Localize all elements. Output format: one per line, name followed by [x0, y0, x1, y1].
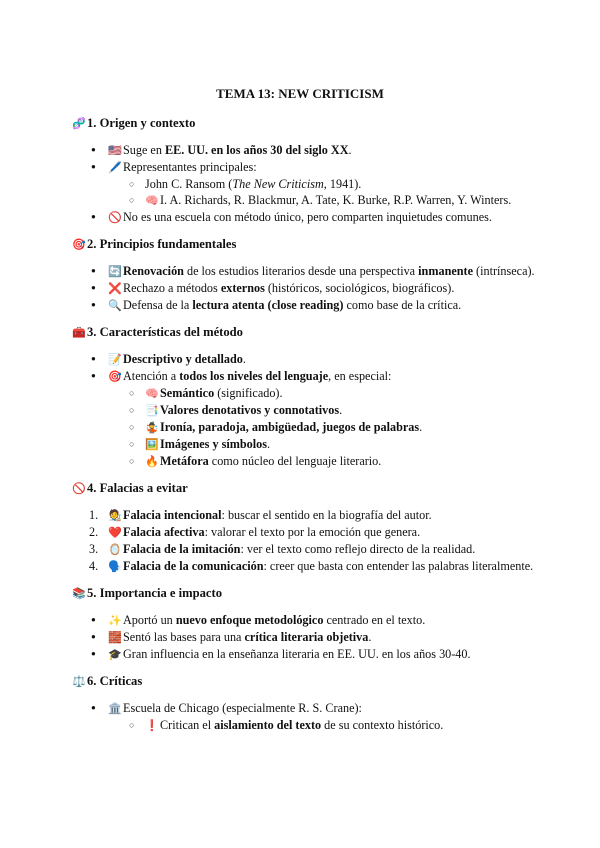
list-number: 1.	[89, 508, 99, 522]
bullet-list	[72, 612, 540, 663]
text: Aportó un	[123, 613, 176, 627]
numbered-list	[72, 507, 540, 575]
text: I. A. Richards, R. Blackmur, A. Tate, K. Burke, R.P. Warren, Y. Winters.	[160, 193, 512, 207]
bold-text: externos	[220, 281, 265, 295]
prohibited-icon: 🚫	[108, 211, 122, 224]
bold-text: Valores denotativos y connotativos	[160, 403, 340, 417]
bullet-dot: ●	[91, 615, 96, 624]
section-heading	[72, 324, 540, 341]
toolbox-icon: 🧰	[72, 326, 86, 339]
list-item	[72, 629, 540, 646]
text: Sentó las bases para una	[123, 630, 245, 644]
section-heading-text: 3. Características del método	[87, 325, 243, 339]
list-number: 3.	[89, 542, 99, 556]
text: centrado en el texto.	[323, 613, 426, 627]
section	[72, 585, 540, 663]
bullet-dot: ●	[91, 212, 96, 221]
document-title: TEMA 13: NEW CRITICISM	[216, 86, 384, 101]
text: (significado).	[214, 386, 283, 400]
italic-text: The New Criticism	[232, 177, 324, 191]
list-item	[72, 297, 540, 314]
dna-icon: 🧬	[72, 117, 86, 130]
bullet-circle: ○	[129, 422, 135, 432]
list-item	[72, 209, 540, 226]
list-item	[72, 700, 540, 717]
document-icon: 📑	[145, 404, 159, 417]
list-item	[72, 436, 540, 453]
speaking-head-icon: 🗣️	[108, 560, 122, 573]
list-number: 2.	[89, 525, 99, 539]
list-item	[72, 159, 540, 176]
list-item	[72, 541, 540, 558]
text: : valorar el texto por la emoción que genera.	[204, 525, 421, 539]
text: Defensa de la	[123, 298, 193, 312]
brain-icon: 🧠	[145, 194, 159, 207]
list-item	[72, 453, 540, 470]
bold-text: Ironía, paradoja, ambigüedad, juegos de palabras	[160, 420, 420, 434]
bold-text: aislamiento del texto	[214, 718, 322, 732]
text: .	[348, 143, 352, 157]
bold-text: Falacia intencional	[123, 508, 222, 522]
juggler-icon: 🤹	[145, 421, 159, 434]
pen-icon: 🖊️	[108, 161, 122, 174]
bold-text: Semántico	[160, 386, 215, 400]
books-icon: 📚	[72, 587, 86, 600]
refresh-icon: 🔄	[108, 265, 122, 278]
section-heading-text: 4. Falacias a evitar	[87, 481, 188, 495]
heart-icon: ❤️	[108, 526, 122, 539]
list-item	[72, 176, 540, 192]
section-heading-text: 1. Origen y contexto	[87, 116, 196, 130]
bold-text: Renovación	[123, 264, 184, 278]
list-item	[72, 717, 540, 734]
text: Gran influencia en la enseñanza literaria en EE. UU. en los años 30-40.	[123, 647, 471, 661]
bold-text: Falacia de la imitación	[123, 542, 241, 556]
section-heading	[72, 236, 540, 253]
bold-text: Descriptivo y detallado	[123, 352, 243, 366]
target-icon: 🎯	[72, 238, 86, 251]
bold-text: lectura atenta (close reading)	[192, 298, 344, 312]
magnifier-icon: 🔍	[108, 299, 122, 312]
bold-text: nuevo enfoque metodológico	[175, 613, 324, 627]
bold-text: Falacia de la comunicación	[123, 559, 264, 573]
text: Suge en	[123, 143, 165, 157]
list-item	[72, 402, 540, 419]
bullet-circle: ○	[129, 720, 135, 730]
mirror-icon: 🪞	[108, 543, 122, 556]
exclamation-icon: ❗	[145, 719, 159, 732]
list-item	[72, 558, 540, 575]
text: John C. Ransom (	[145, 177, 233, 191]
bullet-dot: ●	[91, 703, 96, 712]
bullet-dot: ●	[91, 162, 96, 171]
bullet-dot: ●	[91, 145, 96, 154]
us-flag-icon: 🇺🇸	[108, 144, 122, 157]
text: .	[368, 630, 372, 644]
bullet-dot: ●	[91, 371, 96, 380]
text: .	[339, 403, 343, 417]
bullet-dot: ●	[91, 266, 96, 275]
text: , en especial:	[328, 369, 392, 383]
bold-text: Falacia afectiva	[123, 525, 205, 539]
section	[72, 115, 540, 226]
sparkles-icon: ✨	[108, 614, 122, 627]
bullet-circle: ○	[129, 388, 135, 398]
text: Representantes principales:	[123, 160, 257, 174]
list-item	[72, 263, 540, 280]
bold-text: inmanente	[418, 264, 473, 278]
text: Atención a	[123, 369, 180, 383]
text: como base de la crítica.	[343, 298, 462, 312]
text: , 1941).	[323, 177, 362, 191]
brain-icon: 🧠	[145, 387, 159, 400]
list-item	[72, 351, 540, 368]
memo-icon: 📝	[108, 353, 122, 366]
graduation-cap-icon: 🎓	[108, 648, 122, 661]
bold-text: Metáfora	[160, 454, 209, 468]
section	[72, 324, 540, 470]
bullet-dot: ●	[91, 354, 96, 363]
target-icon: 🎯	[108, 370, 122, 383]
section-heading	[72, 673, 540, 690]
list-item	[72, 142, 540, 159]
bullet-circle: ○	[129, 405, 135, 415]
bullet-dot: ●	[91, 649, 96, 658]
section-heading-text: 5. Importancia e impacto	[87, 586, 223, 600]
list-item	[72, 646, 540, 663]
section	[72, 673, 540, 734]
text: : creer que basta con entender las palabras literalmente.	[263, 559, 534, 573]
list-number: 4.	[89, 559, 99, 573]
list-item	[72, 507, 540, 524]
bold-text: EE. UU. en los años 30 del siglo XX	[164, 143, 349, 157]
text: de su contexto histórico.	[321, 718, 444, 732]
bullet-dot: ●	[91, 300, 96, 309]
text: No es una escuela con método único, pero comparten inquietudes comunes.	[123, 210, 492, 224]
brick-icon: 🧱	[108, 631, 122, 644]
bullet-list	[72, 700, 540, 734]
text: Critican el	[160, 718, 215, 732]
text: .	[242, 352, 246, 366]
scales-icon: ⚖️	[72, 675, 86, 688]
text: (históricos, sociológicos, biográficos).	[264, 281, 455, 295]
text: : ver el texto como reflejo directo de la realidad.	[240, 542, 476, 556]
bold-text: todos los niveles del lenguaje	[179, 369, 329, 383]
text: : buscar el sentido en la biografía del autor.	[221, 508, 432, 522]
bullet-circle: ○	[129, 439, 135, 449]
text: .	[267, 437, 271, 451]
section	[72, 236, 540, 314]
classical-building-icon: 🏛️	[108, 702, 122, 715]
bold-text: crítica literaria objetiva	[244, 630, 369, 644]
list-item	[72, 280, 540, 297]
list-item	[72, 419, 540, 436]
section	[72, 480, 540, 575]
section-heading	[72, 585, 540, 602]
text: Escuela de Chicago (especialmente R. S. Crane):	[123, 701, 362, 715]
sections	[72, 115, 540, 734]
prohibited-icon: 🚫	[72, 482, 86, 495]
list-item	[72, 368, 540, 385]
bullet-dot: ●	[91, 632, 96, 641]
artist-icon: 🧑‍🎨	[108, 509, 122, 522]
text: como núcleo del lenguaje literario.	[208, 454, 382, 468]
list-item	[72, 385, 540, 402]
bullet-dot: ●	[91, 283, 96, 292]
bullet-list	[72, 263, 540, 314]
section-heading-text: 2. Principios fundamentales	[87, 237, 237, 251]
text: (intrínseca).	[473, 264, 535, 278]
picture-icon: 🖼️	[145, 438, 159, 451]
list-item	[72, 612, 540, 629]
text: .	[419, 420, 423, 434]
section-heading	[72, 480, 540, 497]
section-heading	[72, 115, 540, 132]
list-item	[72, 192, 540, 209]
cross-icon: ❌	[108, 282, 122, 295]
text: Rechazo a métodos	[123, 281, 221, 295]
bullet-list	[72, 142, 540, 226]
section-heading-text: 6. Críticas	[87, 674, 143, 688]
bullet-circle: ○	[129, 456, 135, 466]
bullet-circle: ○	[129, 195, 135, 205]
bold-text: Imágenes y símbolos	[160, 437, 267, 451]
bullet-list	[72, 351, 540, 470]
fire-icon: 🔥	[145, 455, 159, 468]
list-item	[72, 524, 540, 541]
text: de los estudios literarios desde una perspectiva	[183, 264, 419, 278]
bullet-circle: ○	[129, 179, 135, 189]
